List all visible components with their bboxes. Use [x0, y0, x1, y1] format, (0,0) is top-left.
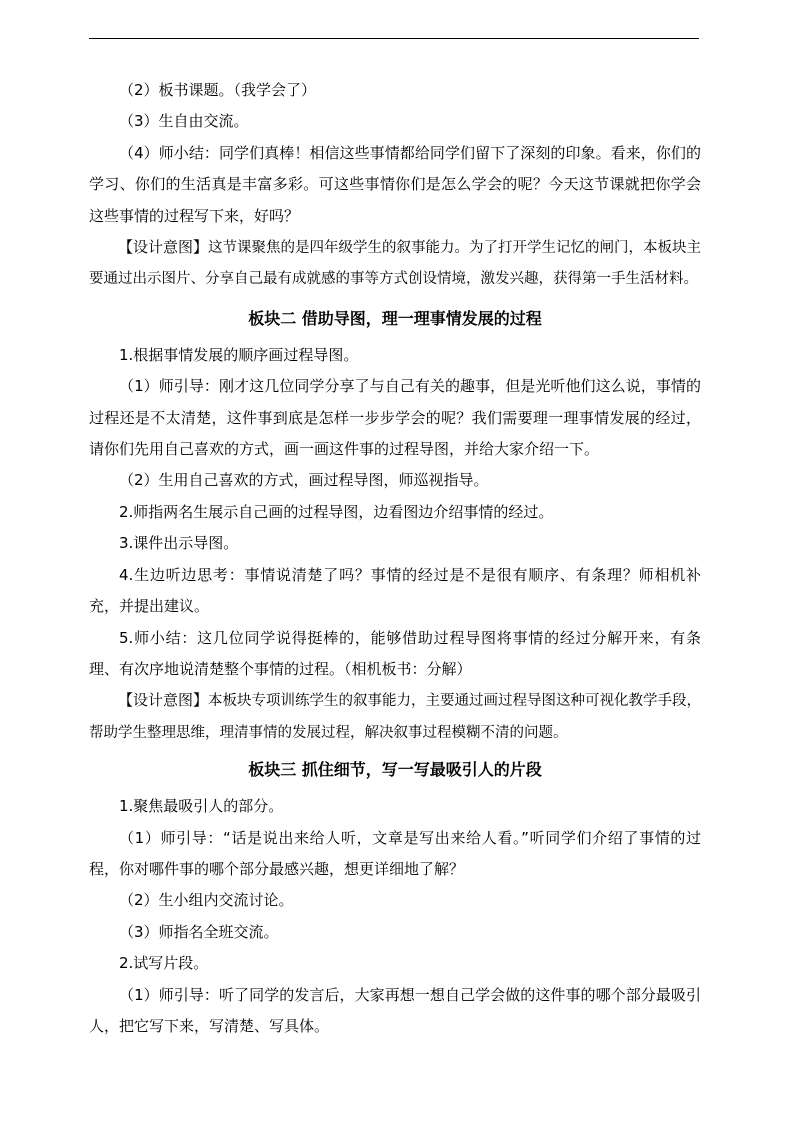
design-intent-2 [89, 685, 701, 749]
section-heading-block3: 板块三 抓住细节，写一写最吸引人的片段 [248, 760, 542, 780]
block2-paragraph: 4.生边听边思考：事情说清楚了吗？事情的经过是不是很有顺序、有条理？师相机补充，并提出建议。 [89, 565, 701, 616]
block3-paragraph: （3）师指名全班交流。 [119, 922, 279, 941]
block2-paragraph: 1.根据事情发展的顺序画过程导图。 [119, 345, 359, 364]
intro-paragraph: （3）生自由交流。 [119, 112, 249, 131]
design-intent-tag: 【设计意图】 [118, 691, 209, 710]
design-intent-1 [89, 232, 701, 296]
block3-paragraph: （2）生小组内交流讨论。 [119, 891, 294, 910]
block3-paragraph: 1.聚焦最吸引人的部分。 [119, 797, 284, 816]
header-rule [89, 38, 699, 39]
block2-paragraph: （2）生用自己喜欢的方式，画过程导图，师巡视指导。 [119, 471, 489, 490]
intro-paragraph: （4）师小结：同学们真棒！相信这些事情都给同学们留下了深刻的印象。看来，你们的学习、你们的生活真是丰富多彩。可这些事情你们是怎么学会的呢？今天这节课就把你学会这些事情的过程写下来，好吗？ [89, 143, 701, 225]
section-heading-block2: 板块二 借助导图，理一理事情发展的过程 [248, 308, 542, 328]
document-body [89, 75, 701, 1042]
block2-paragraph: 5.师小结：这几位同学说得挺棒的，能够借助过程导图将事情的经过分解开来，有条理、有次序地说清楚整个事情的过程。（相机板书：分解） [89, 628, 701, 678]
block2-paragraph: 3.课件出示导图。 [119, 534, 239, 553]
block3-paragraph: （1）师引导：“话是说出来给人听，文章是写出来给人看。”听同学们介绍了事情的过程，你对哪件事的哪个部分最感兴趣，想更详细地了解？ [89, 828, 701, 878]
block3-paragraph: 2.试写片段。 [119, 954, 209, 973]
block2-paragraph: （1）师引导：刚才这几位同学分享了与自己有关的趣事，但是光听他们这么说，事情的过程还是不太清楚，这件事到底是怎样一步步学会的呢？我们需要理一理事情发展的经过，请你们先用自己喜欢的方式，画一画这件事的过程导图，并给大家介绍一下。 [89, 377, 701, 459]
block2-paragraph: 2.师指两名生展示自己画的过程导图，边看图边介绍事情的经过。 [119, 502, 554, 521]
design-intent-text: 本板块专项训练学生的叙事能力，主要通过画过程导图这种可视化教学手段，帮助学生整理思维，理清事情的发展过程，解决叙事过程模糊不清的问题。 [89, 693, 702, 741]
block3-paragraph: （1）师引导：听了同学的发言后，大家再想一想自己学会做的这件事的哪个部分最吸引人，把它写下来，写清楚、写具体。 [89, 985, 701, 1035]
intro-paragraph: （2）板书课题。（我学会了） [119, 81, 317, 99]
design-intent-tag: 【设计意图】 [118, 238, 209, 257]
design-intent-text: 这节课聚焦的是四年级学生的叙事能力。为了打开学生记忆的闸门，本板块主要通过出示图片、分享自己最有成就感的事等方式创设情境，激发兴趣，获得第一手生活材料。 [89, 240, 702, 288]
